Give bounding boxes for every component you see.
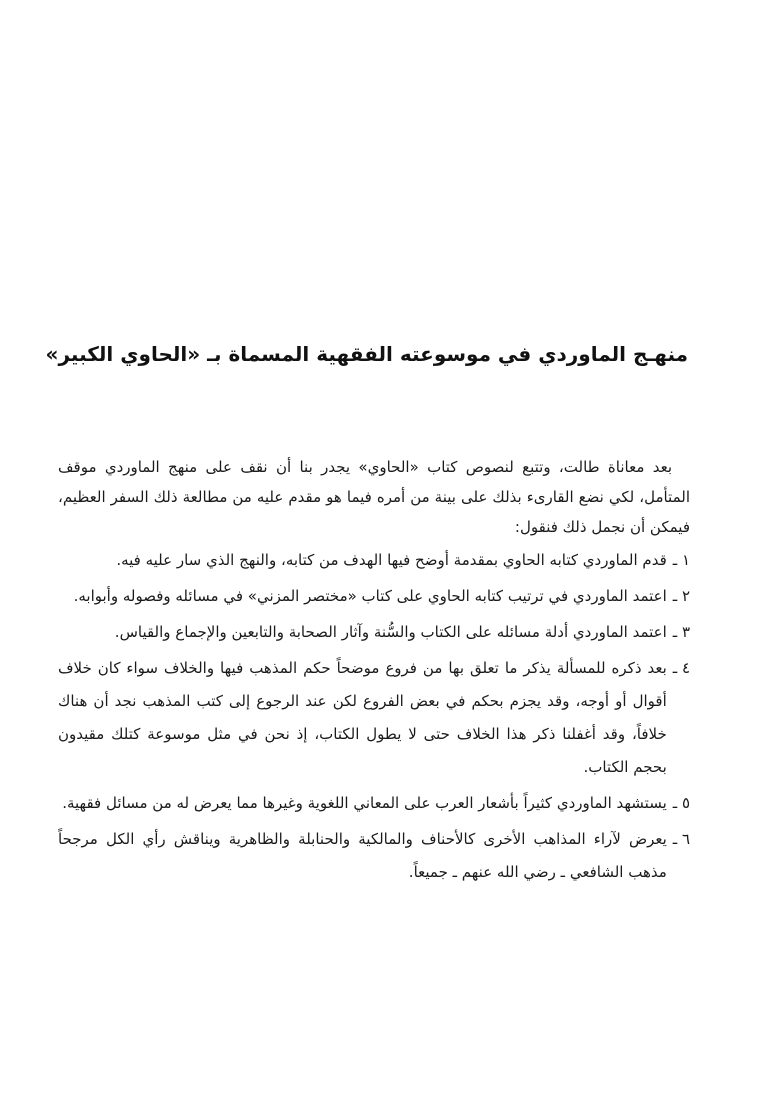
list-item: [58, 544, 690, 577]
page-title: منهـج الماوردي في موسوعته الفقهية المسماة بـ «الحاوي الكبير»: [45, 342, 688, 366]
item-text: اعتمد الماوردي أدلة مسائله على الكتاب والسُّنة وآثار الصحابة والتابعين والإجماع والقياس.: [114, 623, 667, 641]
item-number: ٦ ـ: [672, 830, 690, 848]
item-text: يستشهد الماوردي كثيراً بأشعار العرب على المعاني اللغوية وغيرها مما يعرض له من مسائل فقهية.: [62, 794, 667, 812]
list-item: [58, 616, 690, 649]
body-text: [58, 452, 690, 892]
item-text: اعتمد الماوردي في ترتيب كتابه الحاوي على كتاب «مختصر المزني» في مسائله وفصوله وأبوابه.: [73, 587, 667, 605]
item-text: بعد ذكره للمسألة يذكر ما تعلق بها من فروع موضحاً حكم المذهب فيها والخلاف سواء كان خلاف أقوال أو أوجه، وقد يجزم بحكم في بعض الفروع لكن عند الرجوع إلى كتب المذهب نجد أن هناك خلافاً، وقد أغفلنا ذكر هذا الخلاف حتى لا يطول الكتاب، إذ نحن في مثل موسوعة كتلك مقيدون بحجم الكتاب.: [58, 659, 667, 776]
item-text: قدم الماوردي كتابه الحاوي بمقدمة أوضح فيها الهدف من كتابه، والنهج الذي سار عليه فيه.: [116, 551, 667, 569]
list-item: [58, 652, 690, 784]
item-number: ٤ ـ: [672, 659, 690, 677]
item-number: ٢ ـ: [672, 587, 690, 605]
list-item: [58, 823, 690, 889]
list-item: [58, 580, 690, 613]
intro-paragraph: بعد معاناة طالت، وتتبع لنصوص كتاب «الحاوي» يجدر بنا أن نقف على منهج الماوردي موقف المتأمل، لكي نضع القارىء بذلك على بينة من أمره فيما هو مقدم عليه من مطالعة ذلك السفر العظيم، فيمكن أن نجمل ذلك فنقول:: [58, 458, 690, 536]
item-text: يعرض لآراء المذاهب الأخرى كالأحناف والمالكية والحنابلة والظاهرية ويناقش رأي الكل مرجحاً مذهب الشافعي ـ رضي الله عنهم ـ جميعاً.: [58, 830, 667, 881]
item-number: ١ ـ: [672, 551, 690, 569]
item-number: ٣ ـ: [672, 623, 690, 641]
item-number: ٥ ـ: [672, 794, 690, 812]
list-item: [58, 787, 690, 820]
